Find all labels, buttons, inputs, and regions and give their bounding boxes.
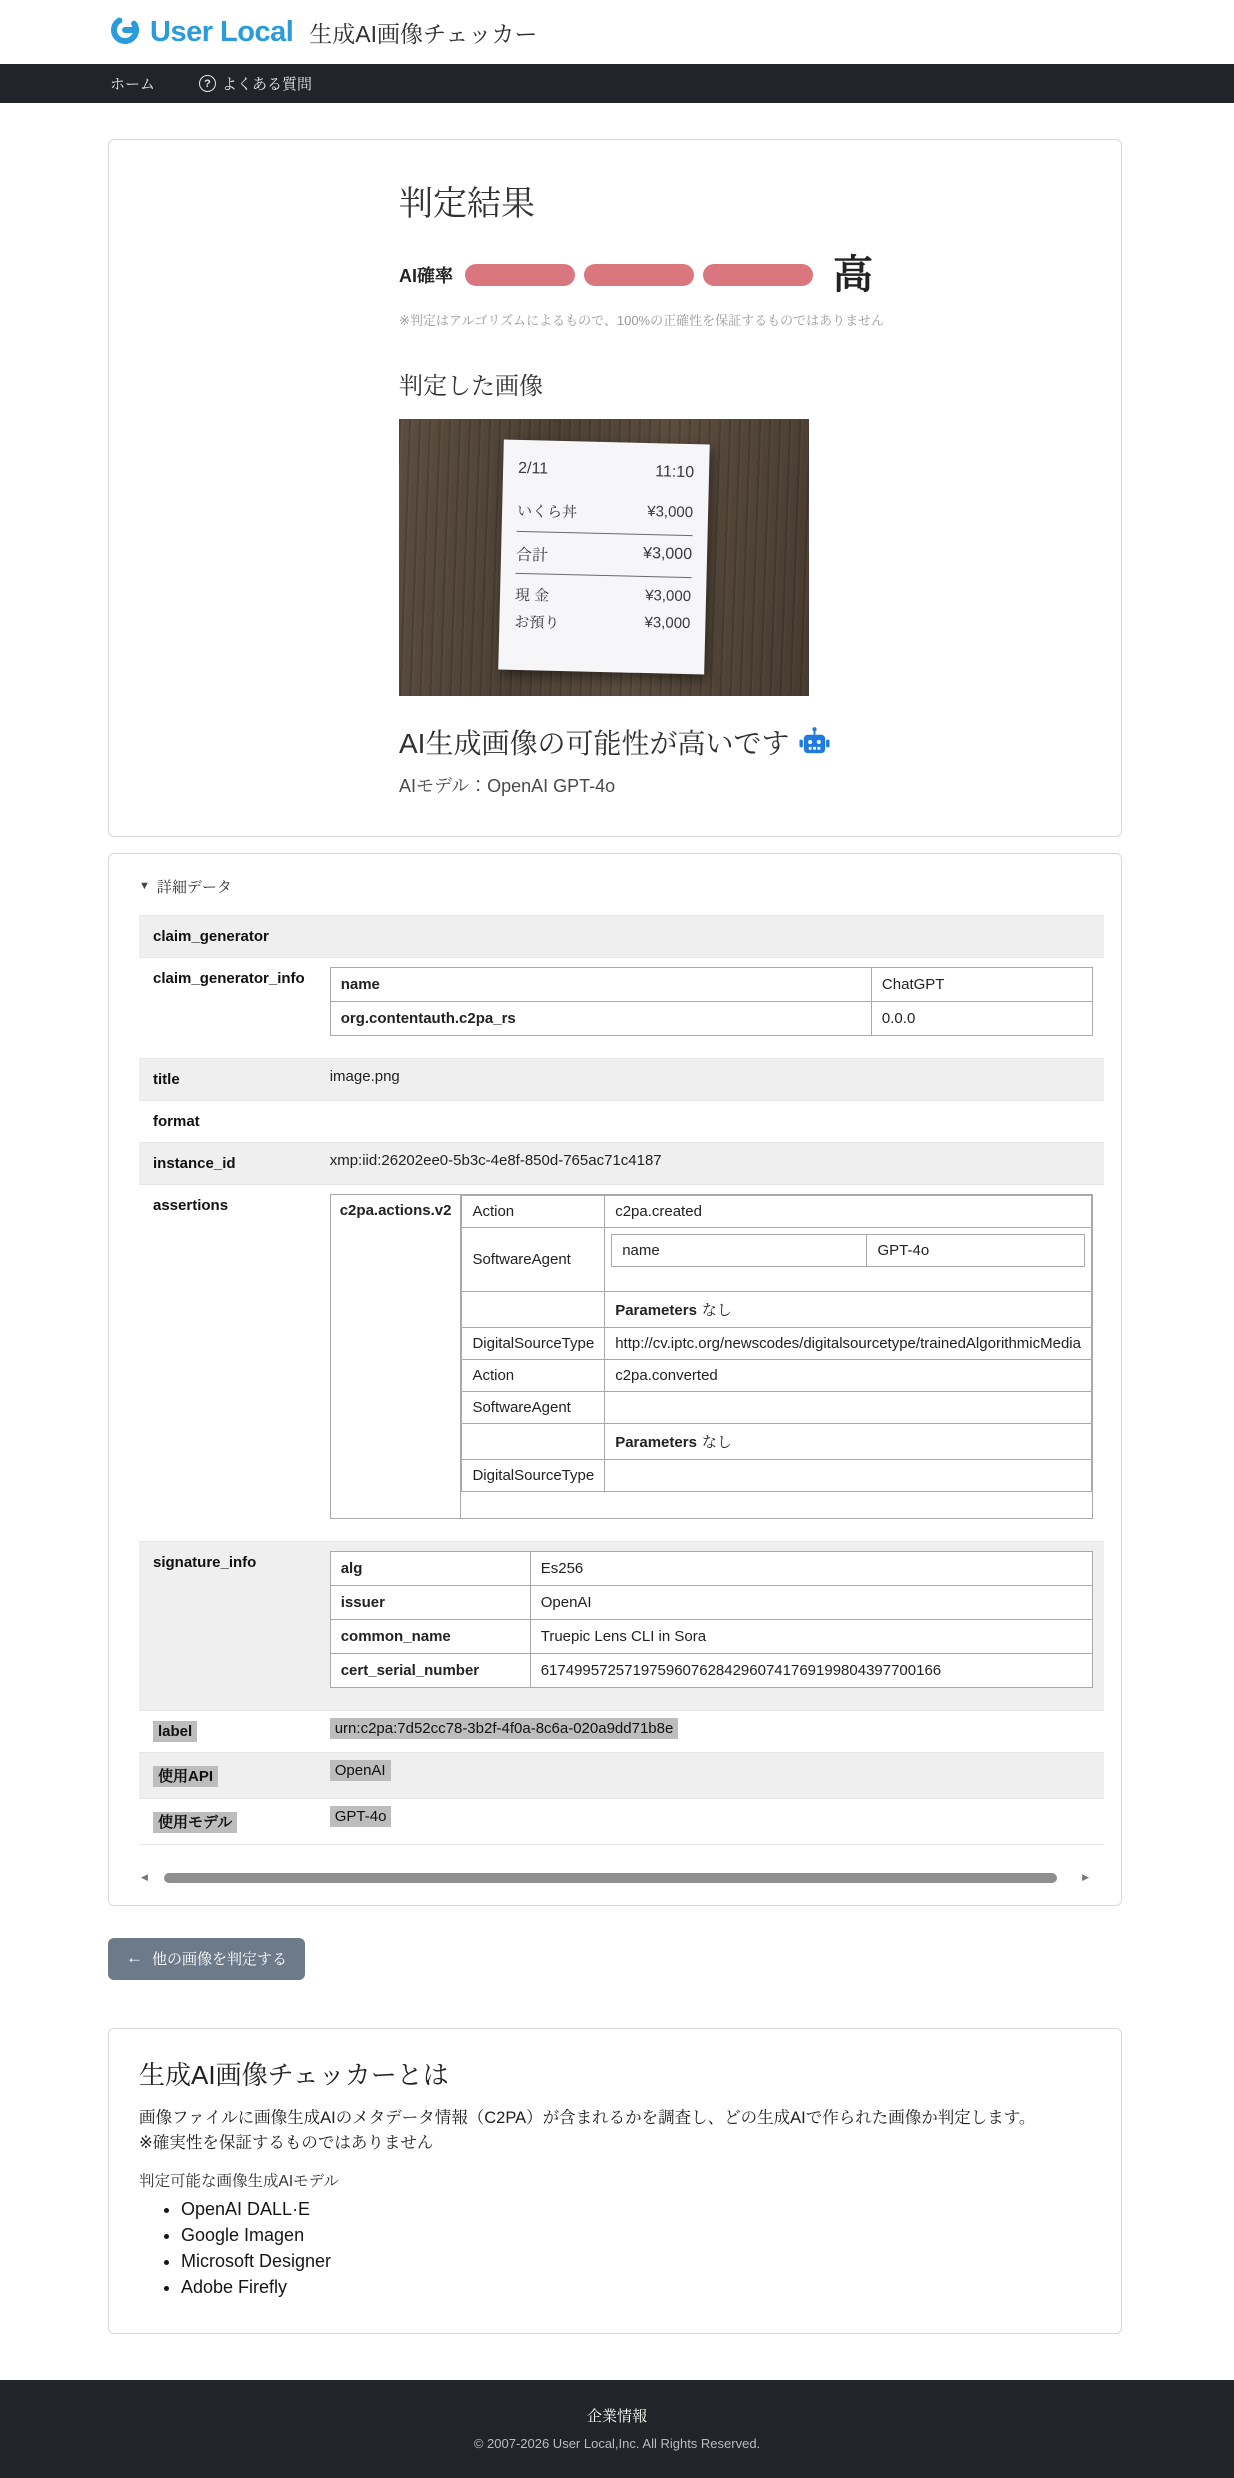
table-row: title image.png [139,1058,1104,1100]
software-agent-table: name GPT-4o [611,1234,1085,1267]
probability-level: 高 [833,253,873,297]
verdict-text: AI生成画像の可能性が高いです [399,727,790,759]
receipt-total-label: 合計 [515,547,549,565]
probability-bars [465,264,813,286]
horizontal-scrollbar [139,1873,1091,1883]
judged-image-heading: 判定した画像 [399,372,543,400]
probability-row [399,255,1019,295]
copyright-text: © 2007-2026 User Local,Inc. All Rights Reserved. [473,2436,761,2452]
receipt-cash-label: 現 金 [514,587,550,605]
result-card [108,139,1122,837]
receipt-item-price: ¥3,000 [647,503,694,522]
userlocal-logo-icon [108,13,142,52]
highlighted-value: OpenAI [330,1760,391,1781]
result-heading: 判定結果 [399,185,535,223]
details-toggle[interactable]: ▼ 詳細データ [139,878,232,896]
nav-faq-link[interactable]: ? よくある質問 [199,73,312,94]
table-row [139,1798,1104,1844]
highlighted-key: label [153,1721,197,1742]
table-row: format [139,1100,1104,1142]
robot-icon [799,726,830,757]
about-card [108,2028,1122,2335]
site-header [0,0,1234,64]
main-nav [0,64,1234,103]
signature-info-table: alg Es256 issuer OpenAI common_name Truepic Lens CLI in Sora cert_serial_number 617499572571975960762842960741769199804397700166 [330,1551,1093,1688]
details-table [139,915,1104,1845]
table-row [139,1710,1104,1752]
receipt-date: 2/11 [517,460,549,478]
receipt-graphic [498,440,710,675]
highlighted-key: 使用API [153,1766,218,1787]
about-description: 画像ファイルに画像生成AIのメタデータ情報（C2PA）が含まれるかを調査し、どの生成AIで作られた画像か判定します。 [139,2108,1036,2127]
scroll-left-icon[interactable]: ◀ [141,1872,148,1883]
page-title: 生成AI画像チェッカー [309,20,538,47]
logo-text: User Local [150,15,294,48]
table-row [139,1752,1104,1798]
list-item: • OpenAI DALL·E [181,2199,1091,2220]
about-heading: 生成AI画像チェッカーとは [139,2059,449,2090]
receipt-item: いくら丼 [516,503,578,522]
scroll-right-icon[interactable]: ▶ [1082,1872,1089,1883]
verdict-line [399,722,1019,762]
about-note: ※確実性を保証するものではありません [139,2133,434,2152]
details-table-wrap [139,915,1091,1883]
site-footer [0,2380,1234,2478]
disclaimer-text: ※判定はアルゴリズムによるもので、100%の正確性を保証するものではありません [399,313,885,328]
judge-another-image-button[interactable]: ← 他の画像を判定する [108,1938,305,1980]
receipt-divider [517,531,693,536]
table-row: assertions c2pa.actions.v2 Action c2pa.created SoftwareAgent name GPT-4o Parameters なし DigitalSourceType http://cv.iptc.org/newscodes/digitalsourcetype/trainedAlgorithmicMedia Action c2pa.converted SoftwareAgent Parameters なし DigitalSourceType [139,1184,1104,1541]
table-row: claim_generator [139,915,1104,957]
receipt-time: 11:10 [655,463,695,482]
details-card [108,853,1122,1906]
table-row: claim_generator_info name ChatGPT org.contentauth.c2pa_rs 0.0.0 [139,957,1104,1058]
models-heading: 判定可能な画像生成AIモデル [139,2173,339,2191]
userlocal-logo[interactable] [108,13,293,52]
claim-generator-info-table: name ChatGPT org.contentauth.c2pa_rs 0.0.0 [330,967,1093,1036]
receipt-cash-price: ¥3,000 [644,587,692,606]
caret-down-icon: ▼ [139,880,150,893]
table-row: signature_info alg Es256 issuer OpenAI common_name Truepic Lens CLI in Sora cert_serial_number 617499572571975960762842960741769199804397700166 [139,1541,1104,1710]
scrollbar-thumb[interactable] [164,1873,1057,1883]
receipt-change-price: ¥3,000 [644,614,691,633]
receipt-change-label: お預り [514,614,560,633]
probability-bar [584,264,694,286]
assertions-table: c2pa.actions.v2 Action c2pa.created SoftwareAgent name GPT-4o Parameters なし DigitalSourceType http://cv.iptc.org/newscodes/digitalsourcetype/trainedAlgorithmicMedia Action c2pa.converted SoftwareAgent Parameters なし DigitalSourceType [330,1194,1093,1519]
list-item: • Adobe Firefly [181,2277,1091,2298]
supported-models-list [139,2199,1091,2298]
highlighted-key: 使用モデル [153,1812,237,1833]
question-icon: ? [199,75,216,92]
probability-bar [465,264,575,286]
probability-bar [703,264,813,286]
company-info-link[interactable]: 企業情報 [586,2408,647,2426]
scrollbar-track[interactable] [155,1873,1075,1883]
list-item: • Microsoft Designer [181,2251,1091,2272]
highlighted-value: GPT-4o [330,1806,392,1827]
highlighted-value: urn:c2pa:7d52cc78-3b2f-4f0a-8c6a-020a9dd71b8e [330,1718,679,1739]
ai-model-line: AIモデル：OpenAI GPT-4o [399,775,616,796]
list-item: • Google Imagen [181,2225,1091,2246]
receipt-total-price: ¥3,000 [642,545,693,564]
nav-home-link[interactable]: ホーム [110,76,156,93]
table-row: instance_id xmp:iid:26202ee0-5b3c-4e8f-850d-765ac71c4187 [139,1142,1104,1184]
back-arrow-icon: ← [126,1948,143,1968]
probability-label: AI確率 [399,266,453,286]
receipt-divider [516,573,692,578]
judged-image [399,419,809,696]
